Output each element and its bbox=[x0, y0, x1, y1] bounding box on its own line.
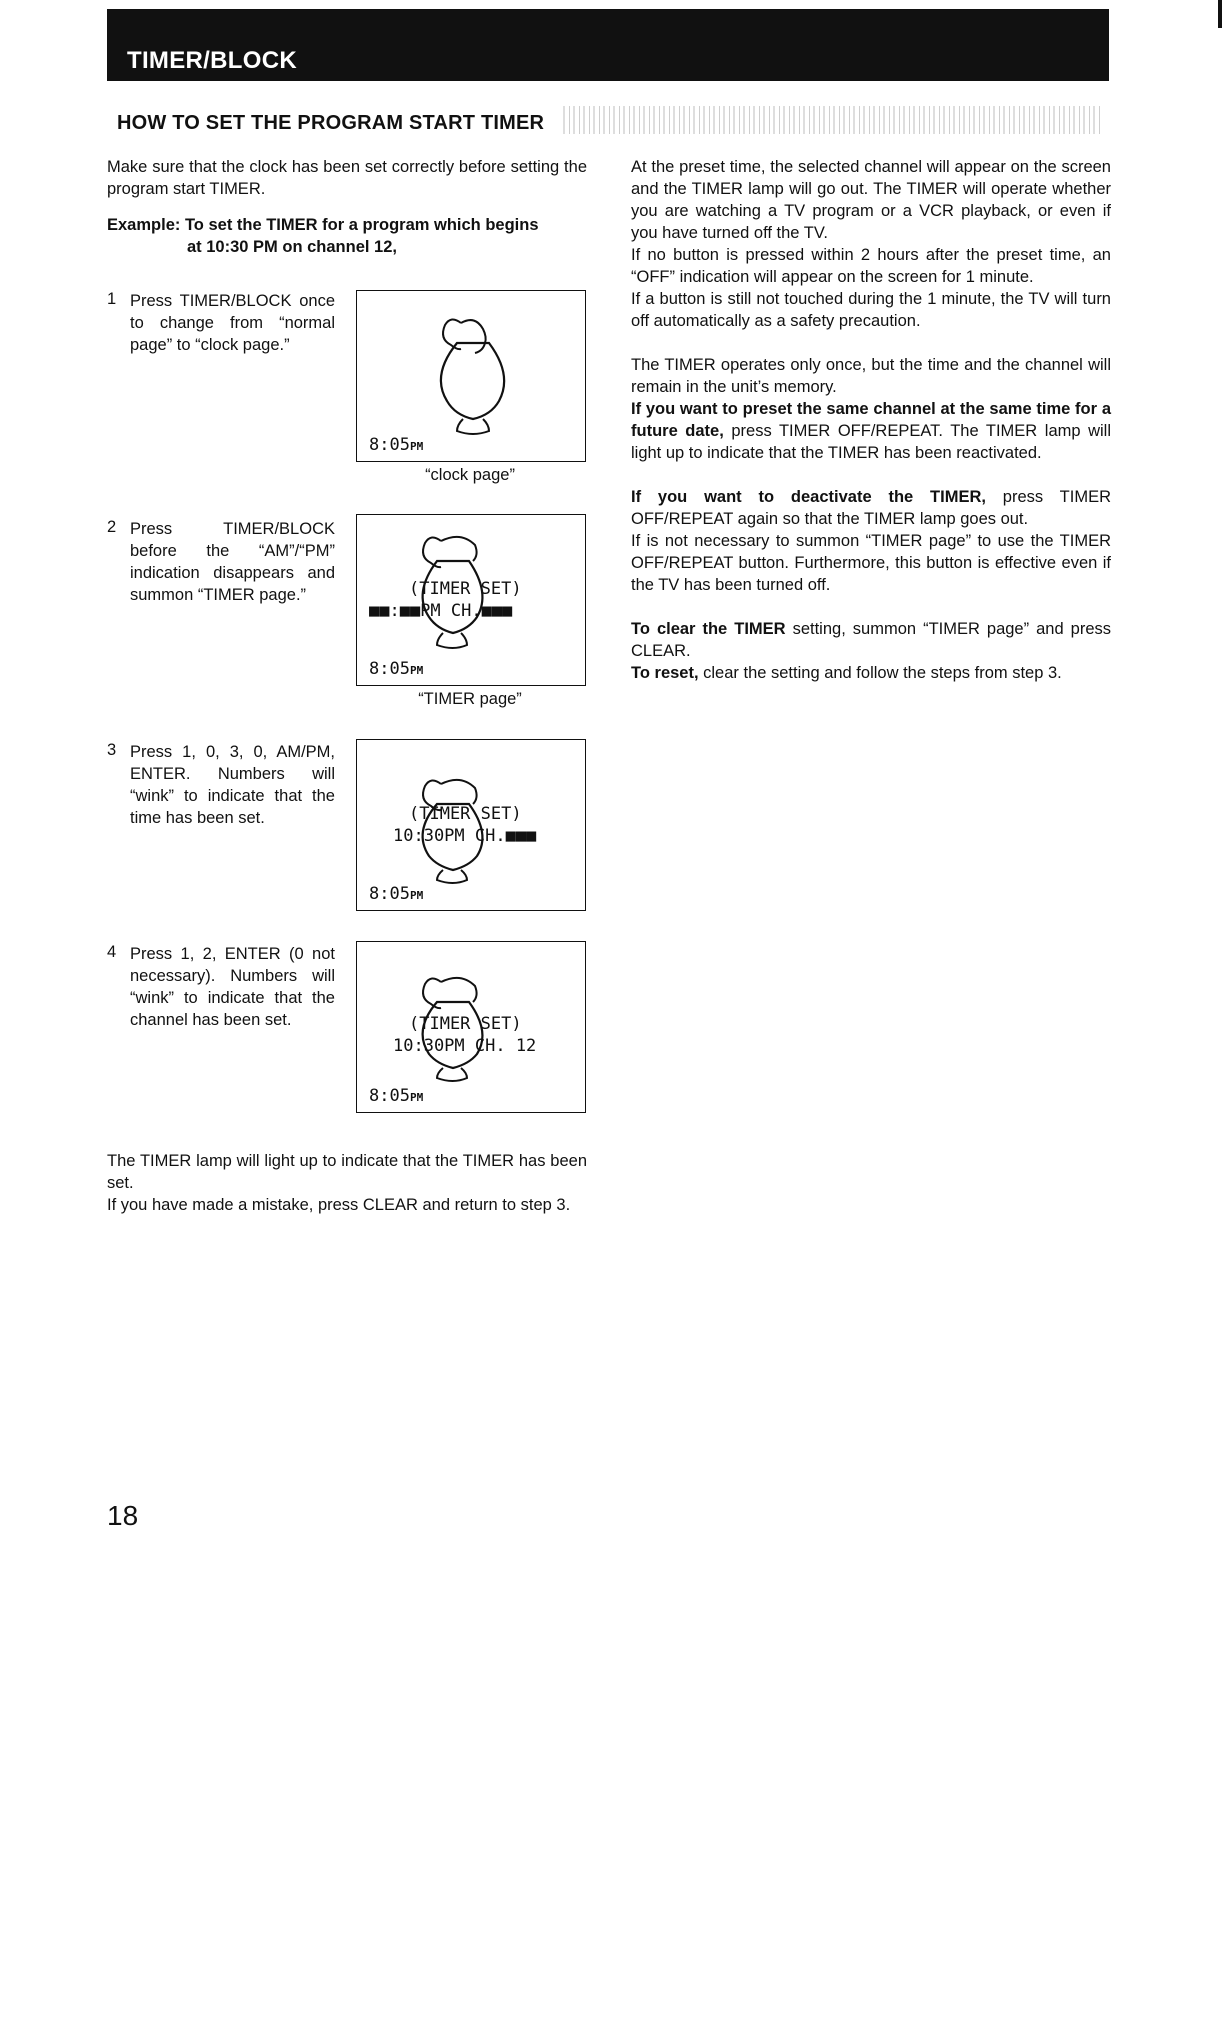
right-para-7: If is not necessary to summon “TIMER page” to use the TIMER OFF/REPEAT button. Furthermore, this button is effective even if the TV has been turned off. bbox=[631, 532, 1111, 594]
clock-readout: 8:05PM bbox=[369, 1086, 424, 1106]
step-text: Press 1, 0, 3, 0, AM/PM, ENTER. Numbers will “wink” to indicate that the time has been set. bbox=[130, 743, 335, 827]
tv-screen-channel-set bbox=[356, 941, 586, 1113]
step-text: Press TIMER/BLOCK once to change from “normal page” to “clock page.” bbox=[130, 292, 335, 354]
timer-time-channel: 10:30PM CH.■■■ bbox=[393, 826, 537, 846]
section-rule bbox=[560, 106, 1100, 134]
clock-readout: 8:05PM bbox=[369, 435, 424, 455]
screen-caption: “clock page” bbox=[425, 466, 515, 484]
right-para-1: At the preset time, the selected channel will appear on the screen and the TIMER lamp will go out. The TIMER will operate whether you are watching a TV program or a VCR playback, or even if you have turned off the TV. bbox=[631, 158, 1111, 242]
timer-set-label: (TIMER SET) bbox=[409, 1014, 522, 1034]
mistake-text: If you have made a mistake, press CLEAR and return to step 3. bbox=[107, 1196, 571, 1214]
screen-caption: “TIMER page” bbox=[418, 690, 522, 708]
example-text bbox=[107, 214, 587, 258]
step-number: 4 bbox=[107, 943, 117, 961]
timer-time-channel: ■■:■■PM CH.■■■ bbox=[369, 601, 513, 621]
timer-lamp-text: The TIMER lamp will light up to indicate that the TIMER has been set. bbox=[107, 1152, 587, 1192]
left-footer-text bbox=[107, 1150, 587, 1216]
clock-readout: 8:05PM bbox=[369, 884, 424, 904]
tv-screen-clock-page bbox=[356, 290, 586, 462]
header-bar bbox=[107, 9, 1109, 81]
step-number: 3 bbox=[107, 741, 117, 759]
step-text: Press TIMER/BLOCK before the “AM”/“PM” indication disappears and summon “TIMER page.” bbox=[130, 520, 335, 604]
right-para-3: If a button is still not touched during the 1 minute, the TV will turn off automatically as a safety precaution. bbox=[631, 290, 1111, 330]
step-text: Press 1, 2, ENTER (0 not necessary). Numbers will “wink” to indicate that the channel has been set. bbox=[130, 945, 335, 1029]
right-column bbox=[631, 156, 1111, 684]
right-para-2: If no button is pressed within 2 hours after the preset time, an “OFF” indication will appear on the screen for 1 minute. bbox=[631, 246, 1111, 286]
tv-screen-timer-page bbox=[356, 514, 586, 686]
left-column bbox=[107, 156, 587, 258]
section-heading: HOW TO SET THE PROGRAM START TIMER bbox=[117, 112, 545, 134]
timer-set-label: (TIMER SET) bbox=[409, 579, 522, 599]
tv-screen-time-set bbox=[356, 739, 586, 911]
page-title: TIMER/BLOCK bbox=[127, 47, 297, 74]
intro-text: Make sure that the clock has been set correctly before setting the program start TIMER. bbox=[107, 158, 587, 198]
step-number: 2 bbox=[107, 518, 117, 536]
right-para-5: If you want to preset the same channel at the same time for a future date, press TIMER OFF/REPEAT. The TIMER lamp will light up to indicate that the TIMER has been reactivated. bbox=[631, 400, 1111, 462]
example-line-1: Example: To set the TIMER for a program which begins bbox=[107, 216, 539, 234]
right-para-9: To reset, clear the setting and follow the steps from step 3. bbox=[631, 664, 1062, 682]
right-para-8: To clear the TIMER setting, summon “TIMER page” and press CLEAR. bbox=[631, 620, 1111, 660]
page-number: 18 bbox=[107, 1500, 139, 1531]
example-line-2: at 10:30 PM on channel 12, bbox=[187, 238, 397, 256]
clock-readout: 8:05PM bbox=[369, 659, 424, 679]
right-para-6: If you want to deactivate the TIMER, press TIMER OFF/REPEAT again so that the TIMER lamp goes out. bbox=[631, 488, 1111, 528]
page-edge-mark bbox=[1218, 0, 1222, 28]
timer-time-channel: 10:30PM CH. 12 bbox=[393, 1036, 537, 1056]
right-para-4: The TIMER operates only once, but the time and the channel will remain in the unit’s memory. bbox=[631, 356, 1111, 396]
step-number: 1 bbox=[107, 290, 117, 308]
timer-set-label: (TIMER SET) bbox=[409, 804, 522, 824]
